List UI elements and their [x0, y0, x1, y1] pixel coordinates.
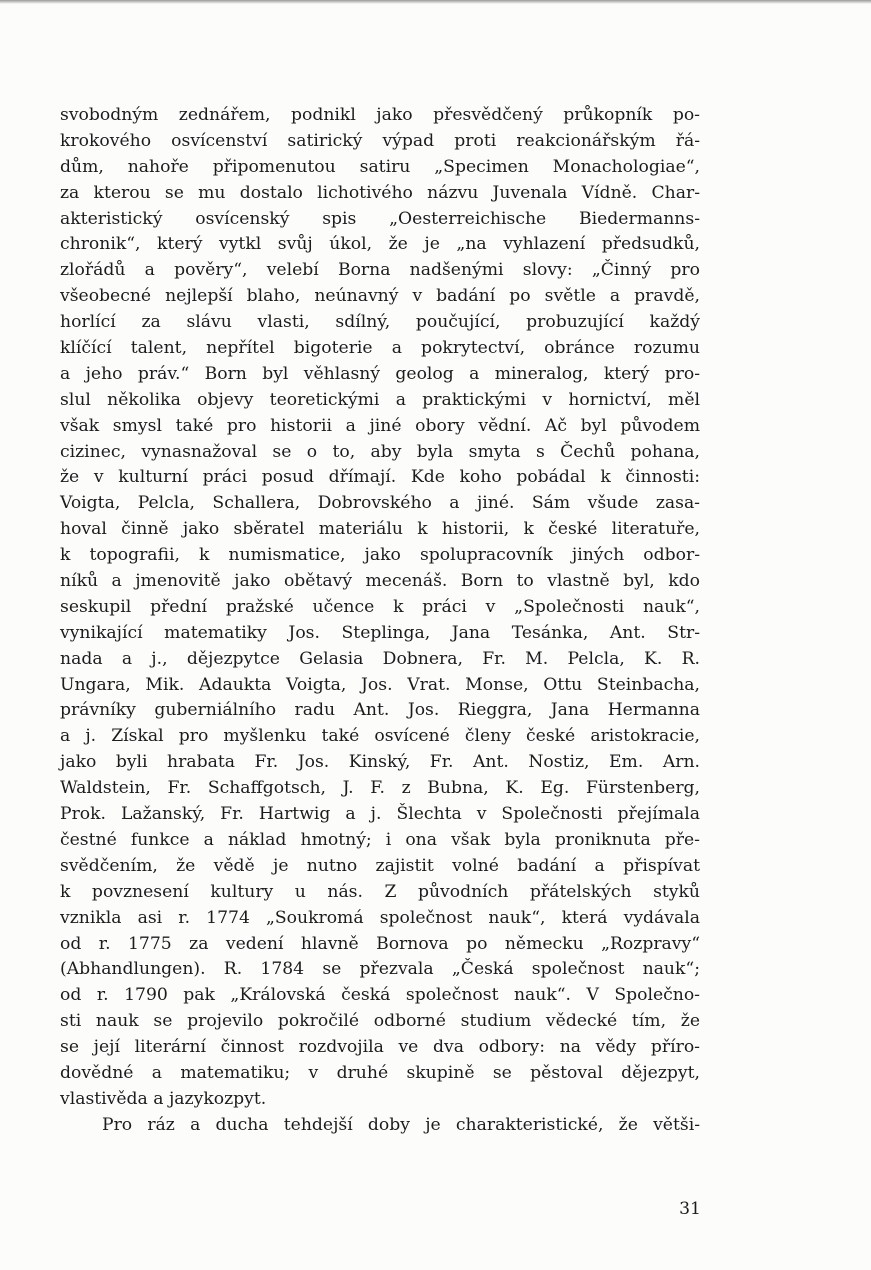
text-line: seskupil přední pražské učence k práci v „Společnosti nauk“, [60, 596, 700, 617]
text-line: nada a j., dějezpytce Gelasia Dobnera, Fr. M. Pelcla, K. R. [60, 648, 700, 669]
text-line: (Abhandlungen). R. 1784 se přezvala „Česká společnost nauk“; [60, 959, 700, 980]
text-line: k topografii, k numismatice, jako spolupracovník jiných odbor- [60, 545, 700, 566]
text-line: Prok. Lažanský, Fr. Hartwig a j. Šlechta v Společnosti přejímala [60, 804, 700, 825]
text-line: právníky guberniálního radu Ant. Jos. Rieggra, Jana Hermanna [60, 700, 700, 721]
text-line: akteristický osvícenský spis „Oesterreichische Biedermanns- [60, 208, 700, 229]
body-text [60, 103, 700, 1139]
text-line: Waldstein, Fr. Schaffgotsch, J. F. z Bubna, K. Eg. Fürstenberg, [60, 778, 700, 799]
text-line: vznikla asi r. 1774 „Soukromá společnost nauk“, která vydávala [60, 907, 700, 928]
text-line: klíčící talent, nepřítel bigoterie a pokrytectví, obránce rozumu [60, 338, 700, 359]
text-line: níků a jmenovitě jako obětavý mecenáš. Born to vlastně byl, kdo [60, 571, 700, 592]
text-line: a j. Získal pro myšlenku také osvícené členy české aristokracie, [60, 726, 700, 747]
text-line: od r. 1775 za vedení hlavně Bornova po německu „Rozpravy“ [60, 933, 700, 954]
text-line: že v kulturní práci posud dřímají. Kde koho pobádal k činnosti: [60, 467, 700, 488]
text-line: Voigta, Pelcla, Schallera, Dobrovského a jiné. Sám všude zasa- [60, 493, 700, 514]
text-line: chronik“, který vytkl svůj úkol, že je „na vyhlazení předsudků, [60, 234, 700, 255]
text-line: slul několika objevy teoretickými a praktickými v hornictví, měl [60, 389, 700, 410]
paragraph-2 [60, 1113, 700, 1139]
text-line: všeobecné nejlepší blaho, neúnavný v badání po světle a pravdě, [60, 286, 700, 307]
text-line: a jeho práv.“ Born byl věhlasný geolog a mineralog, který pro- [60, 363, 700, 384]
page-top-edge [0, 0, 871, 4]
text-line: vynikající matematiky Jos. Steplinga, Jana Tesánka, Ant. Str- [60, 622, 700, 643]
text-line: se její literární činnost rozdvojila ve dva odbory: na vědy příro- [60, 1037, 700, 1058]
text-line: dovědné a matematiku; v druhé skupině se pěstoval dějezpyt, [60, 1062, 700, 1083]
text-line: jako byli hrabata Fr. Jos. Kinský, Fr. Ant. Nostiz, Em. Arn. [60, 752, 700, 773]
text-line: krokového osvícenství satirický výpad proti reakcionářským řá- [60, 130, 700, 151]
text-line: dům, nahoře připomenutou satiru „Specimen Monachologiae“, [60, 156, 700, 177]
text-line: Ungara, Mik. Adaukta Voigta, Jos. Vrat. Monse, Ottu Steinbacha, [60, 674, 700, 695]
text-line: svobodným zednářem, podnikl jako přesvědčený průkopník po- [60, 105, 700, 125]
text-line: horlící za slávu vlasti, sdílný, poučující, probuzující každý [60, 312, 700, 333]
text-line: k povznesení kultury u nás. Z původních přátelských styků [60, 881, 700, 902]
text-line: hoval činně jako sběratel materiálu k historii, k české literatuře, [60, 519, 700, 540]
paragraph-1 [60, 103, 700, 1113]
text-line: však smysl také pro historii a jiné obory vědní. Ač byl původem [60, 415, 700, 436]
page-number: 31 [679, 1199, 701, 1219]
text-line: svědčením, že vědě je nutno zajistit volné badání a přispívat [60, 855, 700, 876]
text-line: zlořádů a pověry“, velebí Borna nadšenými slovy: „Činný pro [60, 260, 700, 281]
text-line: čestné funkce a náklad hmotný; i ona však byla proniknuta pře- [60, 829, 700, 850]
text-line: sti nauk se projevilo pokročilé odborné studium vědecké tím, že [60, 1011, 700, 1032]
text-line: za kterou se mu dostalo lichotivého názvu Juvenala Vídně. Char- [60, 182, 700, 203]
text-line: Pro ráz a ducha tehdejší doby je charakteristické, že větši- [102, 1114, 700, 1135]
text-line: od r. 1790 pak „Královská česká společnost nauk“. V Společno- [60, 985, 700, 1006]
text-line: vlastivěda a jazykozpyt. [60, 1088, 267, 1109]
text-line: cizinec, vynasnažoval se o to, aby byla smyta s Čechů pohana, [60, 441, 700, 462]
